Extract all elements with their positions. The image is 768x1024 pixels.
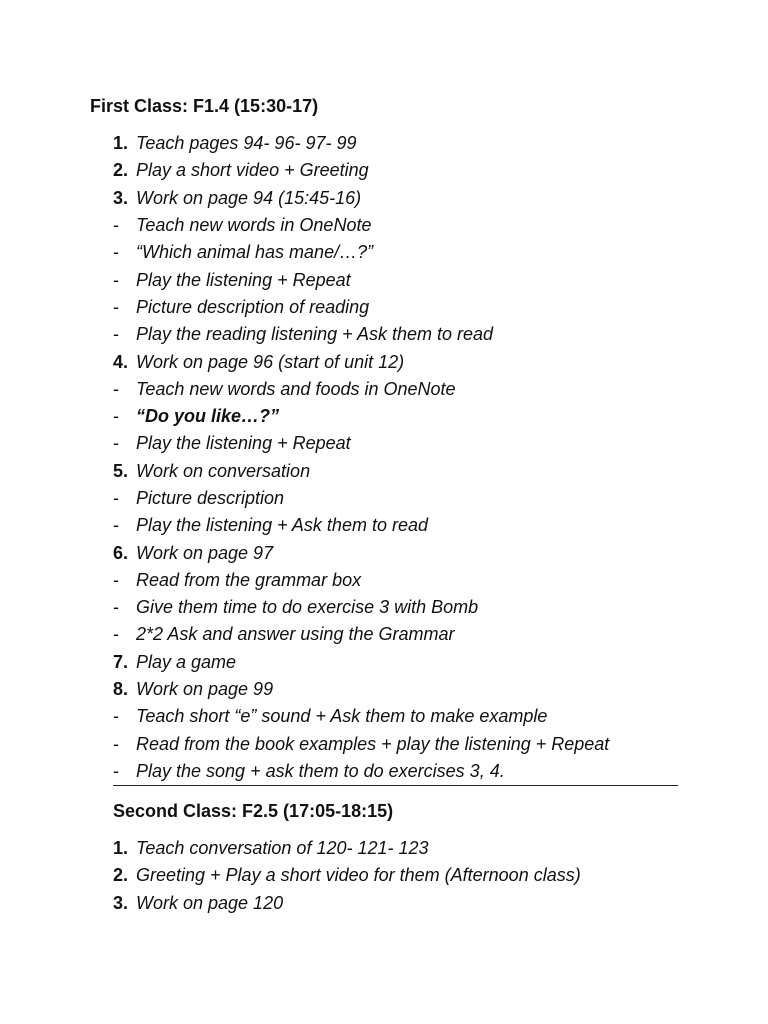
second-class-list (113, 835, 581, 917)
list-marker: - (113, 515, 119, 536)
list-item-text: “Which animal has mane/…?” (136, 242, 374, 263)
list-item (113, 239, 609, 266)
list-item-text: Picture description (136, 488, 285, 508)
list-item (113, 835, 581, 862)
list-item (113, 458, 609, 485)
list-marker: - (113, 569, 119, 590)
first-class-heading: First Class: F1.4 (15:30-17) (90, 96, 319, 116)
list-item (113, 621, 609, 648)
list-marker: - (113, 242, 119, 263)
list-item (113, 185, 609, 212)
list-marker: - (113, 733, 119, 754)
list-item-text: Picture description of reading (136, 296, 370, 317)
list-marker: - (113, 624, 119, 645)
list-marker: 3. (113, 187, 129, 208)
list-item (113, 430, 609, 457)
list-item-text: Work on conversation (136, 460, 311, 481)
list-marker: 8. (113, 679, 129, 700)
list-item (113, 130, 609, 157)
list-item (113, 212, 609, 239)
list-item (113, 266, 609, 293)
list-marker: - (113, 296, 119, 317)
list-item-text: Play the listening + Repeat (136, 433, 351, 454)
list-item-text: Play the song + ask them to do exercises 3, 4. (136, 760, 505, 781)
list-marker: 2. (113, 865, 129, 886)
list-item-text: Teach new words and foods in OneNote (136, 378, 456, 399)
list-item (113, 512, 609, 539)
list-item (113, 594, 609, 621)
list-marker: 4. (113, 351, 129, 372)
list-item (113, 567, 609, 594)
list-item-text: Play the reading listening + Ask them to read (136, 324, 494, 345)
list-item (113, 485, 609, 512)
list-item (113, 676, 609, 703)
list-marker: 1. (113, 838, 129, 859)
list-item (113, 157, 609, 184)
second-class-heading: Second Class: F2.5 (17:05-18:15) (113, 801, 394, 821)
list-item-text: Play a game (136, 651, 237, 672)
list-item-text: Work on page 120 (136, 892, 284, 913)
list-item-text: Teach short “e” sound + Ask them to make example (136, 706, 548, 727)
list-marker: 2. (113, 160, 129, 181)
list-item (113, 649, 609, 676)
list-item-text: Read from the grammar box (136, 569, 362, 590)
list-item-text: Work on page 97 (136, 542, 274, 563)
list-marker: - (113, 406, 119, 427)
list-item (113, 890, 581, 917)
list-item-text: Read from the book examples + play the listening + Repeat (136, 733, 610, 754)
list-item-text: Play the listening + Repeat (136, 269, 351, 290)
list-marker: - (113, 378, 119, 399)
list-item-text: Give them time to do exercise 3 with Bomb (136, 597, 479, 618)
list-marker: - (113, 433, 119, 454)
list-item-text: Greeting + Play a short video for them (Afternoon class) (136, 865, 581, 886)
list-marker: 7. (113, 651, 129, 672)
list-marker: - (113, 269, 119, 290)
list-item (113, 703, 609, 730)
list-marker: - (113, 706, 119, 727)
list-item (113, 321, 609, 348)
list-marker: - (113, 324, 119, 345)
list-item-text: Play a short video + Greeting (136, 160, 369, 181)
list-marker: - (113, 760, 119, 781)
list-marker: - (113, 597, 119, 618)
list-item-text: Work on page 96 (start of unit 12) (136, 351, 405, 372)
first-class-list (113, 130, 609, 785)
list-item-text: Teach conversation of 120- 121- 123 (136, 838, 429, 859)
list-item-text: Work on page 99 (136, 679, 274, 700)
list-marker: - (113, 215, 119, 236)
list-item-text: 2*2 Ask and answer using the Grammar (136, 624, 455, 645)
list-item (113, 731, 609, 758)
list-item (113, 294, 609, 321)
list-marker: 1. (113, 133, 129, 154)
list-item (113, 348, 609, 375)
list-marker: - (113, 488, 119, 508)
list-item (113, 403, 609, 430)
list-item-text: Play the listening + Ask them to read (136, 515, 428, 536)
list-item (113, 862, 581, 889)
list-item (113, 539, 609, 566)
list-item (113, 758, 609, 785)
list-marker: 3. (113, 892, 129, 913)
list-marker: 6. (113, 542, 129, 563)
list-item (113, 376, 609, 403)
list-item-text: Teach new words in OneNote (136, 215, 372, 236)
list-item-text: Work on page 94 (15:45-16) (136, 187, 362, 208)
section-divider (113, 785, 678, 786)
list-marker: 5. (113, 460, 129, 481)
list-item-text: “Do you like…?” (136, 406, 280, 427)
list-item-text: Teach pages 94- 96- 97- 99 (136, 133, 357, 154)
